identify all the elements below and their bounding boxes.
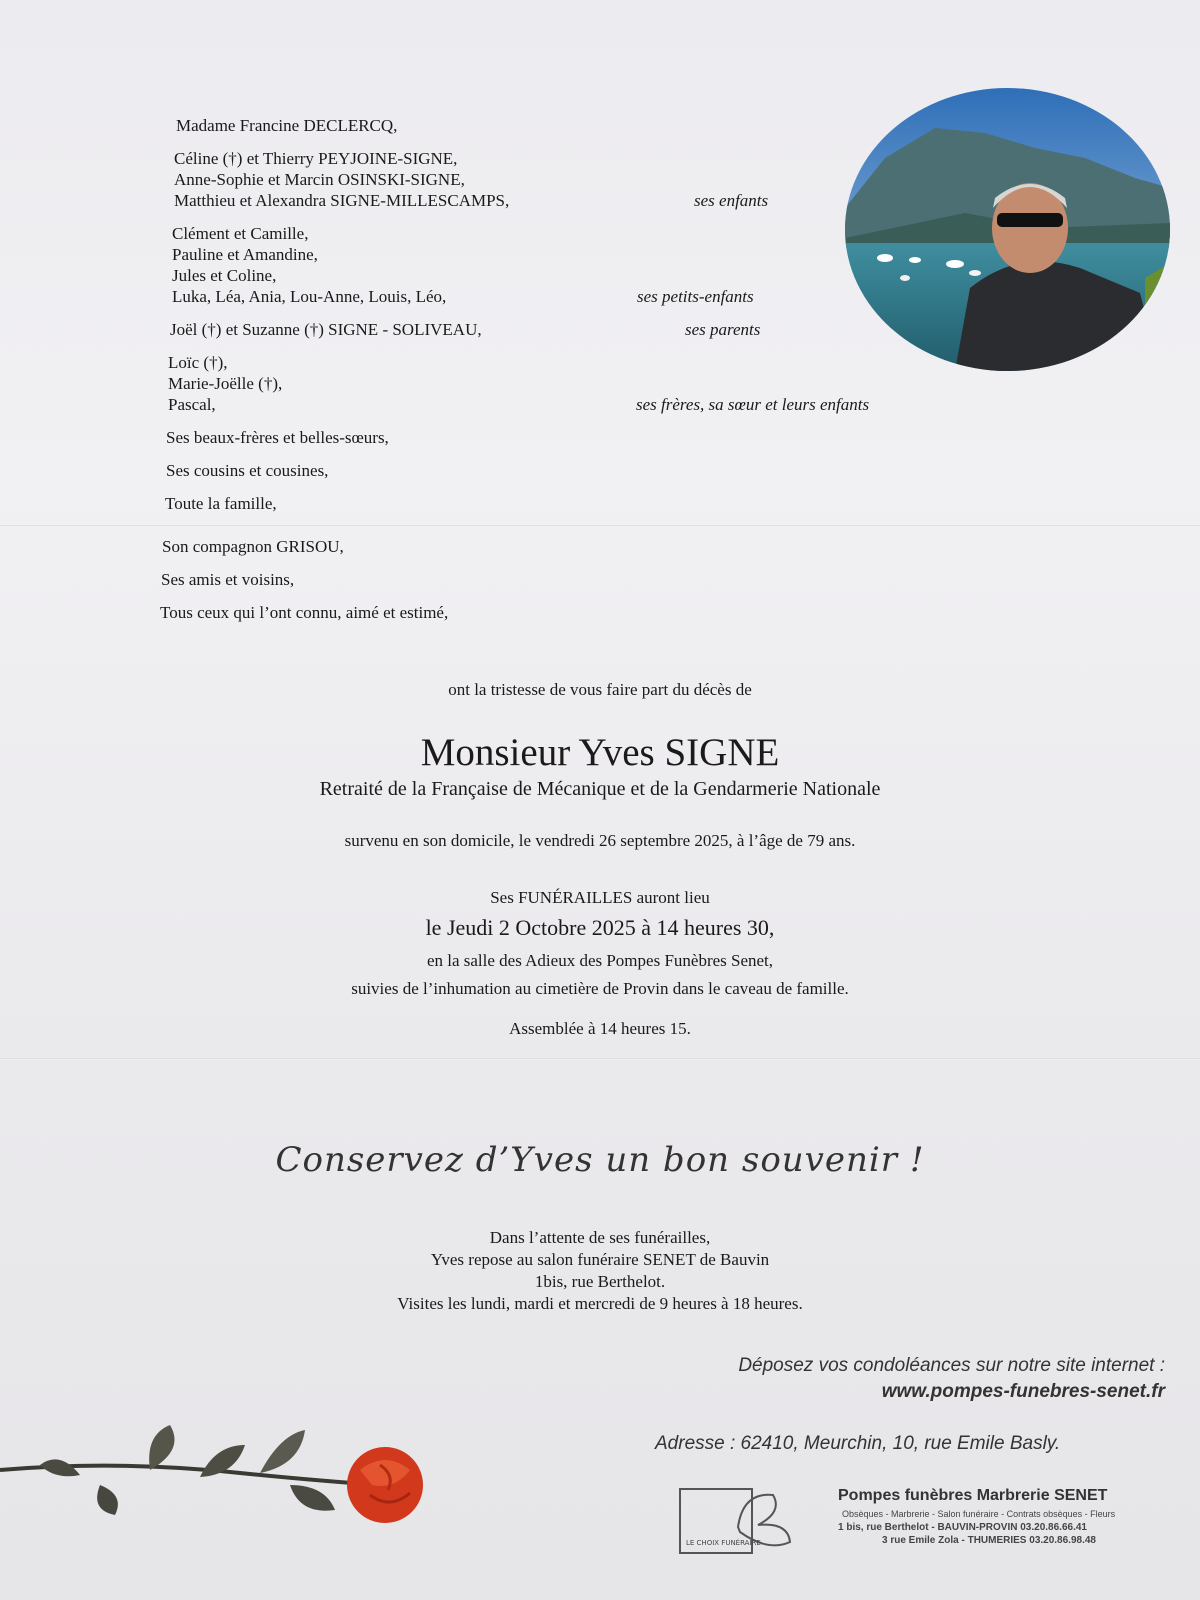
funeral-intro: Ses FUNÉRAILLES auront lieu bbox=[490, 888, 710, 907]
grandchild-line: Jules et Coline, bbox=[172, 266, 277, 285]
child-line: Matthieu et Alexandra SIGNE-MILLESCAMPS, bbox=[174, 191, 510, 210]
logo-text: LE CHOIX FUNÉRAIRE bbox=[686, 1539, 761, 1547]
burial-info: suivies de l’inhumation au cimetière de Provin dans le caveau de famille. bbox=[351, 979, 849, 998]
relatives-line: Ses beaux-frères et belles-sœurs, bbox=[166, 428, 389, 447]
funeral-place: en la salle des Adieux des Pompes Funèbres Senet, bbox=[426, 951, 774, 970]
announcement-intro: ont la tristesse de vous faire part du décès de bbox=[448, 680, 752, 699]
company-address-1: 1 bis, rue Berthelot - BAUVIN-PROVIN 03.20.86.66.41 bbox=[838, 1522, 1087, 1533]
family-list bbox=[160, 115, 940, 635]
siblings-group bbox=[168, 352, 940, 415]
deceased-name: Monsieur Yves SIGNE bbox=[420, 731, 780, 774]
friends-line: Son compagnon GRISOU, bbox=[162, 537, 344, 556]
relatives-line: Ses cousins et cousines, bbox=[166, 461, 329, 480]
child-line: Anne-Sophie et Marcin OSINSKI-SIGNE, bbox=[174, 170, 465, 189]
company-services: Obsèques - Marbrerie - Salon funéraire - Contrats obsèques - Fleurs bbox=[842, 1509, 1116, 1519]
death-notice: survenu en son domicile, le vendredi 26 septembre 2025, à l’âge de 79 ans. bbox=[344, 831, 856, 850]
rose-icon bbox=[0, 1415, 460, 1555]
memory-line: Dans l’attente de ses funérailles, bbox=[489, 1228, 711, 1247]
funeral-date: le Jeudi 2 Octobre 2025 à 14 heures 30, bbox=[425, 915, 775, 940]
address-text: Adresse : 62410, Meurchin, 10, rue Emile Basly. bbox=[655, 1433, 1061, 1454]
relatives-line: Toute la famille, bbox=[165, 494, 277, 513]
spouse: Madame Francine DECLERCQ, bbox=[176, 116, 398, 135]
siblings-label: ses frères, sa sœur et leurs enfants bbox=[636, 395, 870, 414]
memory-script: Conservez d’Yves un bon souvenir ! bbox=[275, 1140, 925, 1180]
children-label: ses enfants bbox=[694, 191, 769, 210]
memory-block bbox=[0, 1227, 1200, 1315]
grandchild-line: Clément et Camille, bbox=[172, 224, 309, 243]
paper-fold bbox=[0, 1058, 1200, 1060]
parents-group bbox=[170, 319, 940, 340]
sibling-line: Loïc (†), bbox=[168, 353, 228, 372]
grandchild-line: Luka, Léa, Ania, Lou-Anne, Louis, Léo, bbox=[172, 287, 447, 306]
assembly-time: Assemblée à 14 heures 15. bbox=[509, 1019, 691, 1038]
friends-line: Tous ceux qui l’ont connu, aimé et estimé, bbox=[160, 603, 449, 622]
child-line: Céline (†) et Thierry PEYJOINE-SIGNE, bbox=[174, 149, 458, 168]
memory-line: Yves repose au salon funéraire SENET de Bauvin bbox=[430, 1250, 770, 1269]
memory-line: Visites les lundi, mardi et mercredi de 9 heures à 18 heures. bbox=[397, 1294, 803, 1313]
butterfly-logo-icon bbox=[678, 1487, 800, 1557]
grandchildren-group bbox=[172, 223, 940, 307]
website-link[interactable]: www.pompes-funebres-senet.fr bbox=[881, 1381, 1165, 1402]
company-address-2: 3 rue Emile Zola - THUMERIES 03.20.86.98.48 bbox=[882, 1535, 1096, 1546]
grandchild-line: Pauline et Amandine, bbox=[172, 245, 318, 264]
company-name: Pompes funèbres Marbrerie SENET bbox=[838, 1487, 1108, 1504]
friends-line: Ses amis et voisins, bbox=[161, 570, 295, 589]
deceased-title: Retraité de la Française de Mécanique et de la Gendarmerie Nationale bbox=[319, 778, 881, 800]
parents-line: Joël (†) et Suzanne (†) SIGNE - SOLIVEAU, bbox=[170, 320, 482, 339]
memory-line: 1bis, rue Berthelot. bbox=[534, 1272, 666, 1291]
parents-label: ses parents bbox=[685, 320, 761, 339]
condolences-text: Déposez vos condoléances sur notre site internet : bbox=[738, 1355, 1165, 1376]
grandchildren-label: ses petits-enfants bbox=[637, 287, 754, 306]
sibling-line: Marie-Joëlle (†), bbox=[168, 374, 283, 393]
sibling-line: Pascal, bbox=[168, 395, 216, 414]
children-group bbox=[174, 148, 940, 211]
